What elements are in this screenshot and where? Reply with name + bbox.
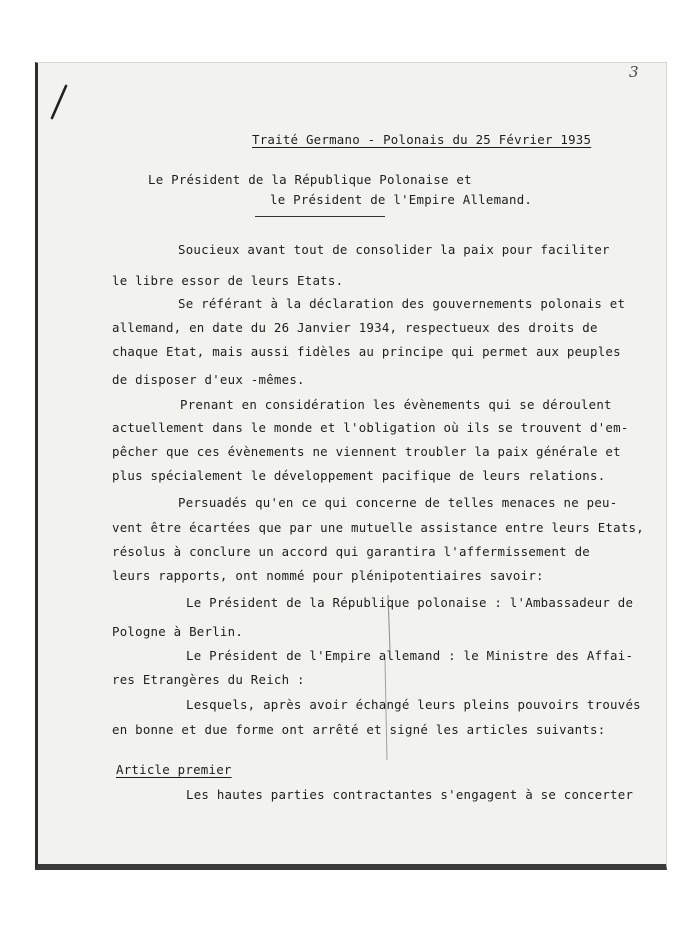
- text-line: Pologne à Berlin.: [112, 624, 244, 639]
- parties-line-2: le Président de l'Empire Allemand.: [270, 192, 533, 207]
- text-line: Prenant en considération les évènements qui se déroulent: [180, 397, 612, 412]
- text-line: de disposer d'eux -mêmes.: [112, 372, 305, 387]
- title-rule: [255, 216, 385, 217]
- text-line: Le Président de l'Empire allemand : le Ministre des Affai-: [186, 648, 634, 663]
- text-line: en bonne et due forme ont arrêté et signé les articles suivants:: [112, 722, 606, 737]
- article-text-line: Les hautes parties contractantes s'engagent à se concerter: [186, 787, 634, 802]
- text-line: Se référant à la déclaration des gouvernements polonais et: [178, 296, 626, 311]
- text-line: le libre essor de leurs Etats.: [112, 273, 344, 288]
- text-line: pêcher que ces évènements ne viennent troubler la paix générale et: [112, 444, 621, 459]
- text-line: chaque Etat, mais aussi fidèles au principe qui permet aux peuples: [112, 344, 621, 359]
- text-line: Le Président de la République polonaise : l'Ambassadeur de: [186, 595, 634, 610]
- text-line: actuellement dans le monde et l'obligation où ils se trouvent d'em-: [112, 420, 629, 435]
- text-line: résolus à conclure un accord qui garantira l'affermissement de: [112, 544, 591, 559]
- text-line: res Etrangères du Reich :: [112, 672, 305, 687]
- text-line: vent être écartées que par une mutuelle assistance entre leurs Etats,: [112, 520, 644, 535]
- article-heading: Article premier: [116, 762, 232, 777]
- document-title: Traité Germano - Polonais du 25 Février 1935: [252, 132, 592, 147]
- text-line: leurs rapports, ont nommé pour plénipotentiaires savoir:: [112, 568, 544, 583]
- text-line: allemand, en date du 26 Janvier 1934, respectueux des droits de: [112, 320, 598, 335]
- text-line: plus spécialement le développement pacifique de leurs relations.: [112, 468, 606, 483]
- page-number: 3: [629, 63, 639, 81]
- text-line: Persuadés qu'en ce qui concerne de telles menaces ne peu-: [178, 495, 618, 510]
- text-line: Lesquels, après avoir échangé leurs pleins pouvoirs trouvés: [186, 697, 641, 712]
- text-line: Soucieux avant tout de consolider la paix pour faciliter: [178, 242, 610, 257]
- parties-line-1: Le Président de la République Polonaise et: [148, 172, 472, 187]
